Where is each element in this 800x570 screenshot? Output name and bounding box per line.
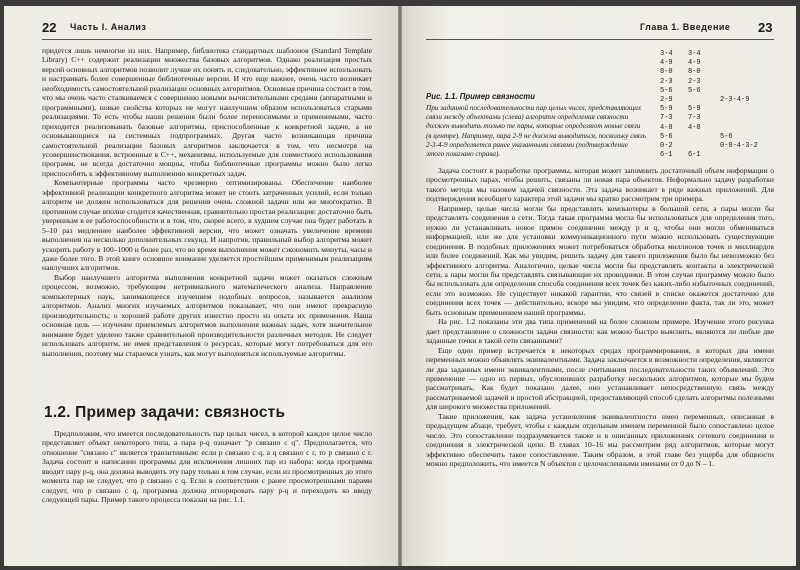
- paragraph: Такие приложения, как задача установления эквивалентности имен переменных, описанная в предыдущем абзаце, требует, чтобы с каждым отдельным именем переменной было сопоставлено целое число. Это сопоставление подразумевается также и в описанных приложениях сетевого соединения и соединения в электрической цепи. В главах 10–16 мы рассмотрим ряд алгоритмов, которые могут эффективно обеспечить такое сопоставление. Таким образом, в этой главе без ущерба для общности можно предположить, что имеется N объектов с целочисленными именами от 0 до N – 1.: [426, 411, 774, 469]
- paragraph: На рис. 1.2 показаны эти два типа применений на более сложном примере. Изучение этого рисунка дает представление о сложности задачи связности: как можно быстро выяснить, являются ли любые две заданные точки в такой сети связанными?: [426, 317, 774, 346]
- right-page-number: 23: [758, 20, 773, 35]
- pair-output: 3-4: [688, 50, 701, 58]
- paragraph: Предположим, что имеется последовательность пар целых чисел, в которой каждое целое число представляет объект некоторого типа, а пара p-q означает "p связано с q". Предполагается, что отношение "связано с" является транзитивным: если p связано с q, а q связано с r, то p связано с r. Задача состоит в написании программы для исключения лишних пар из набора: когда программа вводит пару p-q, она должна выводить эту пару только в том случае, если из просмотренных до этого момента пар не следует, что p связано с q. Если в соответствии с ранее просмотренными парами следует, что p связано с q, программа должна игнорировать пару p-q и переходить ко вводу следующей пары. Пример такого процесса показан на рис. 1.1.: [42, 429, 372, 505]
- right-running-head: [402, 20, 796, 36]
- pair-evidence: [720, 50, 758, 59]
- right-page: [402, 6, 796, 566]
- pair-output: [688, 142, 701, 151]
- right-body-text: [426, 166, 774, 469]
- pairs-evidence-column: [720, 50, 758, 160]
- pair-input: 7-3: [660, 114, 673, 123]
- pair-input: 2-9: [660, 96, 673, 105]
- figure-caption-block: [426, 92, 646, 159]
- pair-output: 5-9: [688, 105, 701, 114]
- pair-evidence: [720, 151, 758, 160]
- paragraph: Компьютерные программы часто чрезмерно оптимизированы. Обеспечение наиболее эффективной реализации конкретного алгоритма может не стоить затраченных усилий, если только алгоритм не должен использоваться для решения очень сложной задачи или же многократно. В противном случае вполне сгодится качественная, сравнительно простая реализация: достаточно быть уверенным в ее работоспособности и в том, что, скорее всего, в худшем случае она будет работать в 5–10 раз медленнее наиболее эффективной версии, что может означать увеличение времени выполнения на несколько дополнительных секунд. И напротив, правильный выбор алгоритма может ускорить работу в 100–1000 и более раз, что во время выполнения может сэкономить минуты, часы и даже более того. В этой книге основное внимание уделяется простейшим применимым реализациям наилучших алгоритмов.: [42, 178, 372, 273]
- paragraph: Задача состоит в разработке программы, которая может запомнить достаточный объем информации о просмотренных парах, чтобы решить, связаны ли новая пара объектов. Неформально задачу разработки такого метода мы назовем задачей связности. Эта задача возникает в ряде важных приложений. Для подтверждения всеобщего характера этой задачи мы кратко рассмотрим три примера.: [426, 166, 774, 204]
- right-header-rule: [426, 39, 774, 40]
- paragraph: Например, целые числа могли бы представлять компьютеры в большой сети, а пары могли бы представлять соединения в сети. Тогда такая программа могла бы использоваться для определения того, нужно ли устанавливать новое прямое соединение между p и q, чтобы они могли обмениваться информацией, или же для установки коммуникационного пути можно использовать существующие соединения. В подобных приложениях может потребоваться обработка миллионов точек и миллиардов или более соединений. Как мы увидим, решить задачу для такого приложения было бы невозможно без эффективного алгоритма. Аналогично, целые числа могли бы представлять контакты в электрической сети, а пары могли бы представлять связывающие их проводники. В этом случае программу можно было бы использовать для определения способа соединения всех точек без каких-либо избыточных соединений, если это возможно. Не существует никакой гарантии, что связей в списке окажется достаточно для соединения всех точек — действительно, вскоре мы увидим, что определение факта, так ли это, может быть основным применением нашей программы.: [426, 203, 774, 317]
- pair-input: 2-3: [660, 77, 673, 86]
- left-body-text: [42, 46, 372, 358]
- pair-output: 7-3: [688, 114, 701, 123]
- figure-caption: При заданной последовательности пар целых чисел, представляющих связи между объектами (слева) алгоритм определения связности должен выводить только те пары, которые определяют новые связи (в центре). Например, пара 2-9 не должна выводиться, поскольку связь 2-3-4-9 определяется ранее указанными связями (подтверждение этого показано справа).: [426, 104, 646, 159]
- pair-evidence: [720, 59, 758, 68]
- right-header-title: Глава 1. Введение: [640, 22, 731, 32]
- section-heading: 1.2. Пример задачи: связность: [44, 404, 286, 421]
- pair-input: 0-2: [660, 142, 673, 151]
- pair-evidence: [720, 114, 758, 123]
- pair-input: 3-4: [660, 50, 673, 58]
- pair-input: 5-9: [660, 105, 673, 114]
- pairs-input-column: [660, 50, 673, 160]
- pair-input: 4-8: [660, 123, 673, 132]
- pair-output: 4-8: [688, 123, 701, 132]
- pairs-output-column: [688, 50, 701, 160]
- pair-output: [688, 96, 701, 105]
- left-header-title: Часть I. Анализ: [70, 22, 147, 32]
- pair-input: 5-6: [660, 132, 673, 141]
- pair-evidence: 2-3-4-9: [720, 96, 750, 105]
- pair-evidence: 5-6: [720, 132, 733, 141]
- pair-evidence: [720, 105, 758, 114]
- pair-output: 2-3: [688, 77, 701, 86]
- pair-output: 8-0: [688, 68, 701, 77]
- pair-input: 4-9: [660, 59, 673, 68]
- left-page-number: 22: [42, 20, 57, 35]
- paragraph: Выбор наилучшего алгоритма выполнения конкретной задачи может оказаться сложным процессом, возможно, требующим нетривиального математического анализа. Направление компьютерных наук, занимающееся изучением подобных вопросов, называется анализом алгоритмов. Анализ многих изучаемых алгоритмов показывает, что они имеют прекрасную производительность; о хорошей работе других известно просто из опыта их применения. Наша основная цель — изучение приемлемых алгоритмов выполнения важных задач, хотя значительное внимание будет уделено также сравнительной производительности различных методов. Не следует использовать алгоритм, не имея представления о ресурсах, которые могут потребоваться для его выполнения, поэтому мы стараемся узнать, как могут выполняться используемые алгоритмы.: [42, 272, 372, 358]
- left-running-head: [4, 20, 398, 36]
- pair-evidence: [720, 87, 758, 96]
- pair-evidence: 0-8-4-3-2: [720, 142, 758, 151]
- pair-output: 5-6: [688, 86, 701, 95]
- pair-evidence: [720, 124, 758, 133]
- paragraph: Еще один пример встречается в некоторых средах программирования, в которых два имени переменных можно объявлять эквивалентными. Задача заключается в возможности определения, являются ли два заданных имени эквивалентными, после считывания последовательности таких объявлений. Это применение — одно из первых, обусловивших разработку нескольких алгоритмов, которые мы будем рассматривать. Как будет показано далее, оно устанавливает непосредственную связь между рассматриваемой задачей и простой абстракцией, предоставляющей способ сделать алгоритмы полезными для широкого множества приложений.: [426, 345, 774, 412]
- pair-evidence: [720, 78, 758, 87]
- pair-output: 6-1: [688, 151, 701, 160]
- paragraph: придется лишь немногие из них. Например, библиотека стандартных шаблонов (Standard Template Library) C++ содержит реализации множества базовых алгоритмов. Однако реализация простых версий основных алгоритмов позволит лучше их понять и, следовательно, эффективнее использовать и настраивать более совершенные библиотечные версии. И что еще важнее, очень часто возникает необходимость самостоятельной реализации основных алгоритмов. Основная причина состоит в том, что мы очень часто сталкиваемся с совершенно новыми вычислительными средами (аппаратными и программными), новые свойства которых не могут наилучшим образом использоваться старыми реализациями. То есть чтобы наши решения были более переносимыми и применимыми, часто приходится реализовывать базовые алгоритмы, приспособленные к конкретной задаче, а не основывающиеся на системных подпрограммах. Другая часто возникающая причина самостоятельной реализации базовых алгоритмов заключается в том, что несмотря на усовершенствования, встроенные в C++, механизмы, используемые для совместного использования программ, не всегда достаточно мощны, чтобы библиотечные программы можно было легко приспособить к эффективному выполнению конкретных задач.: [42, 46, 372, 178]
- figure-title: Рис. 1.1. Пример связности: [426, 92, 535, 101]
- pair-input: 6-1: [660, 151, 673, 160]
- left-page: [4, 6, 398, 566]
- pair-input: 5-6: [660, 86, 673, 95]
- pair-evidence: [720, 68, 758, 77]
- pair-output: 4-9: [688, 59, 701, 68]
- left-header-rule: [42, 39, 372, 40]
- pair-output: [688, 133, 701, 142]
- pair-input: 8-0: [660, 68, 673, 77]
- left-section-text: [42, 429, 372, 505]
